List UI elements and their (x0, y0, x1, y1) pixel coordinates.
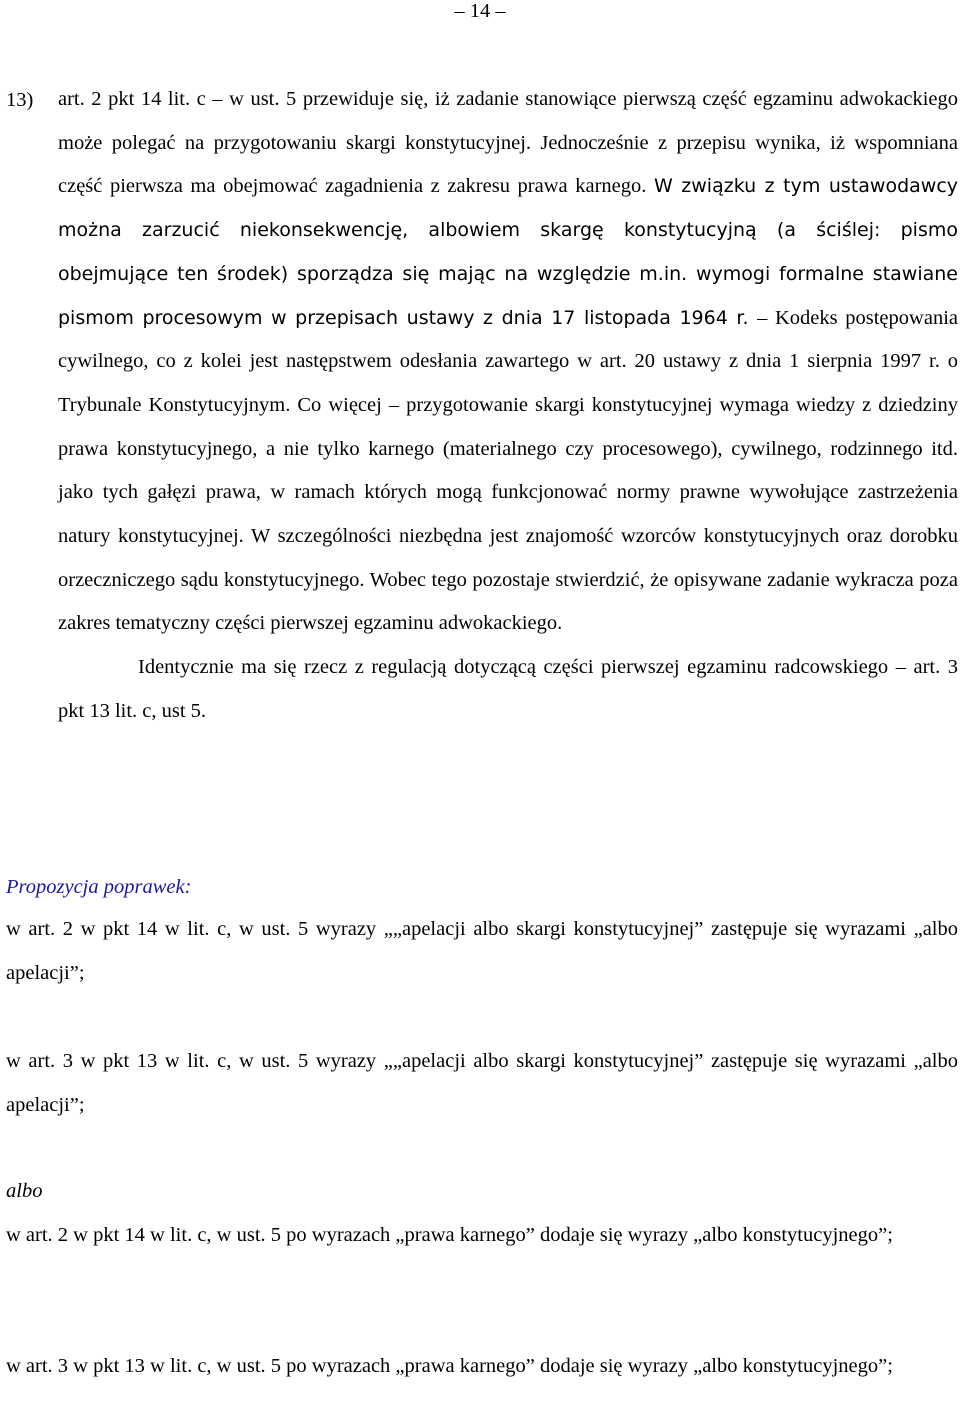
item-13-paragraph-part-2: W związku z tym ustawodawcy można zarzucić niekonsekwencję, albowiem skargę konstytucyjną (a ściślej: pismo obejmujące ten środek) sporządza się mając na względzie m.in. wymogi formalne stawiane pismom procesowym w przepisach ustawy z dnia 17 listopada 1964 r. (58, 175, 959, 329)
item-13-body (58, 78, 958, 734)
albo-separator: albo (6, 1180, 43, 1202)
item-number: 13) (6, 89, 34, 111)
item-13-paragraph-part-3: – Kodeks postępowania cywilnego, co z kolei jest następstwem odesłania zawartego w art. 20 ustawy z dnia 1 sierpnia 1997 r. o Trybunale Konstytucyjnym. Co więcej – przygotowanie skargi konstytucyjnej wymaga wiedzy z dziedziny prawa konstytucyjnego, a nie tylko karnego (materialnego czy procesowego), cywilnego, rodzinnego itd. jako tych gałęzi prawa, w ramach których mogą funkcjonować normy prawne wywołujące zastrzeżenia natury konstytucyjnej. W szczególności niezbędna jest znajomość wzorców konstytucyjnych oraz dorobku orzeczniczego sądu konstytucyjnego. Wobec tego pozostaje stwierdzić, że opisywane zadanie wykracza poza zakres tematyczny części pierwszej egzaminu adwokackiego. (58, 306, 958, 635)
amendment-2: w art. 3 w pkt 13 w lit. c, w ust. 5 wyrazy „„apelacji albo skargi konstytucyjnej” zastępuje się wyrazami „albo apelacji”; (6, 1050, 958, 1116)
amendment-1: w art. 2 w pkt 14 w lit. c, w ust. 5 wyrazy „„apelacji albo skargi konstytucyjnej” zastępuje się wyrazami „albo apelacji”; (6, 918, 958, 984)
proposal-heading: Propozycja poprawek: (6, 876, 192, 898)
page-number: – 14 – (454, 0, 506, 22)
item-13-paragraph-part-4: Identycznie ma się rzecz z regulacją dotyczącą części pierwszej egzaminu radcowskiego – art. 3 pkt 13 lit. c, ust 5. (58, 656, 958, 722)
alt-amendment-2: w art. 3 w pkt 13 w lit. c, w ust. 5 po wyrazach „prawa karnego” dodaje się wyrazy „albo konstytucyjnego”; (6, 1355, 893, 1377)
item-13-paragraph-part-1: art. 2 pkt 14 lit. c – w ust. 5 przewiduje się, iż zadanie stanowiące pierwszą część egzaminu adwokackiego może polegać na przygotowaniu skargi konstytucyjnej. Jednocześnie z przepisu wynika, iż wspomniana część pierwsza ma obejmować zagadnienia z zakresu prawa karnego. (58, 88, 958, 198)
alt-amendment-1: w art. 2 w pkt 14 w lit. c, w ust. 5 po wyrazach „prawa karnego” dodaje się wyrazy „albo konstytucyjnego”; (6, 1224, 893, 1246)
section-item-13 (6, 78, 958, 734)
